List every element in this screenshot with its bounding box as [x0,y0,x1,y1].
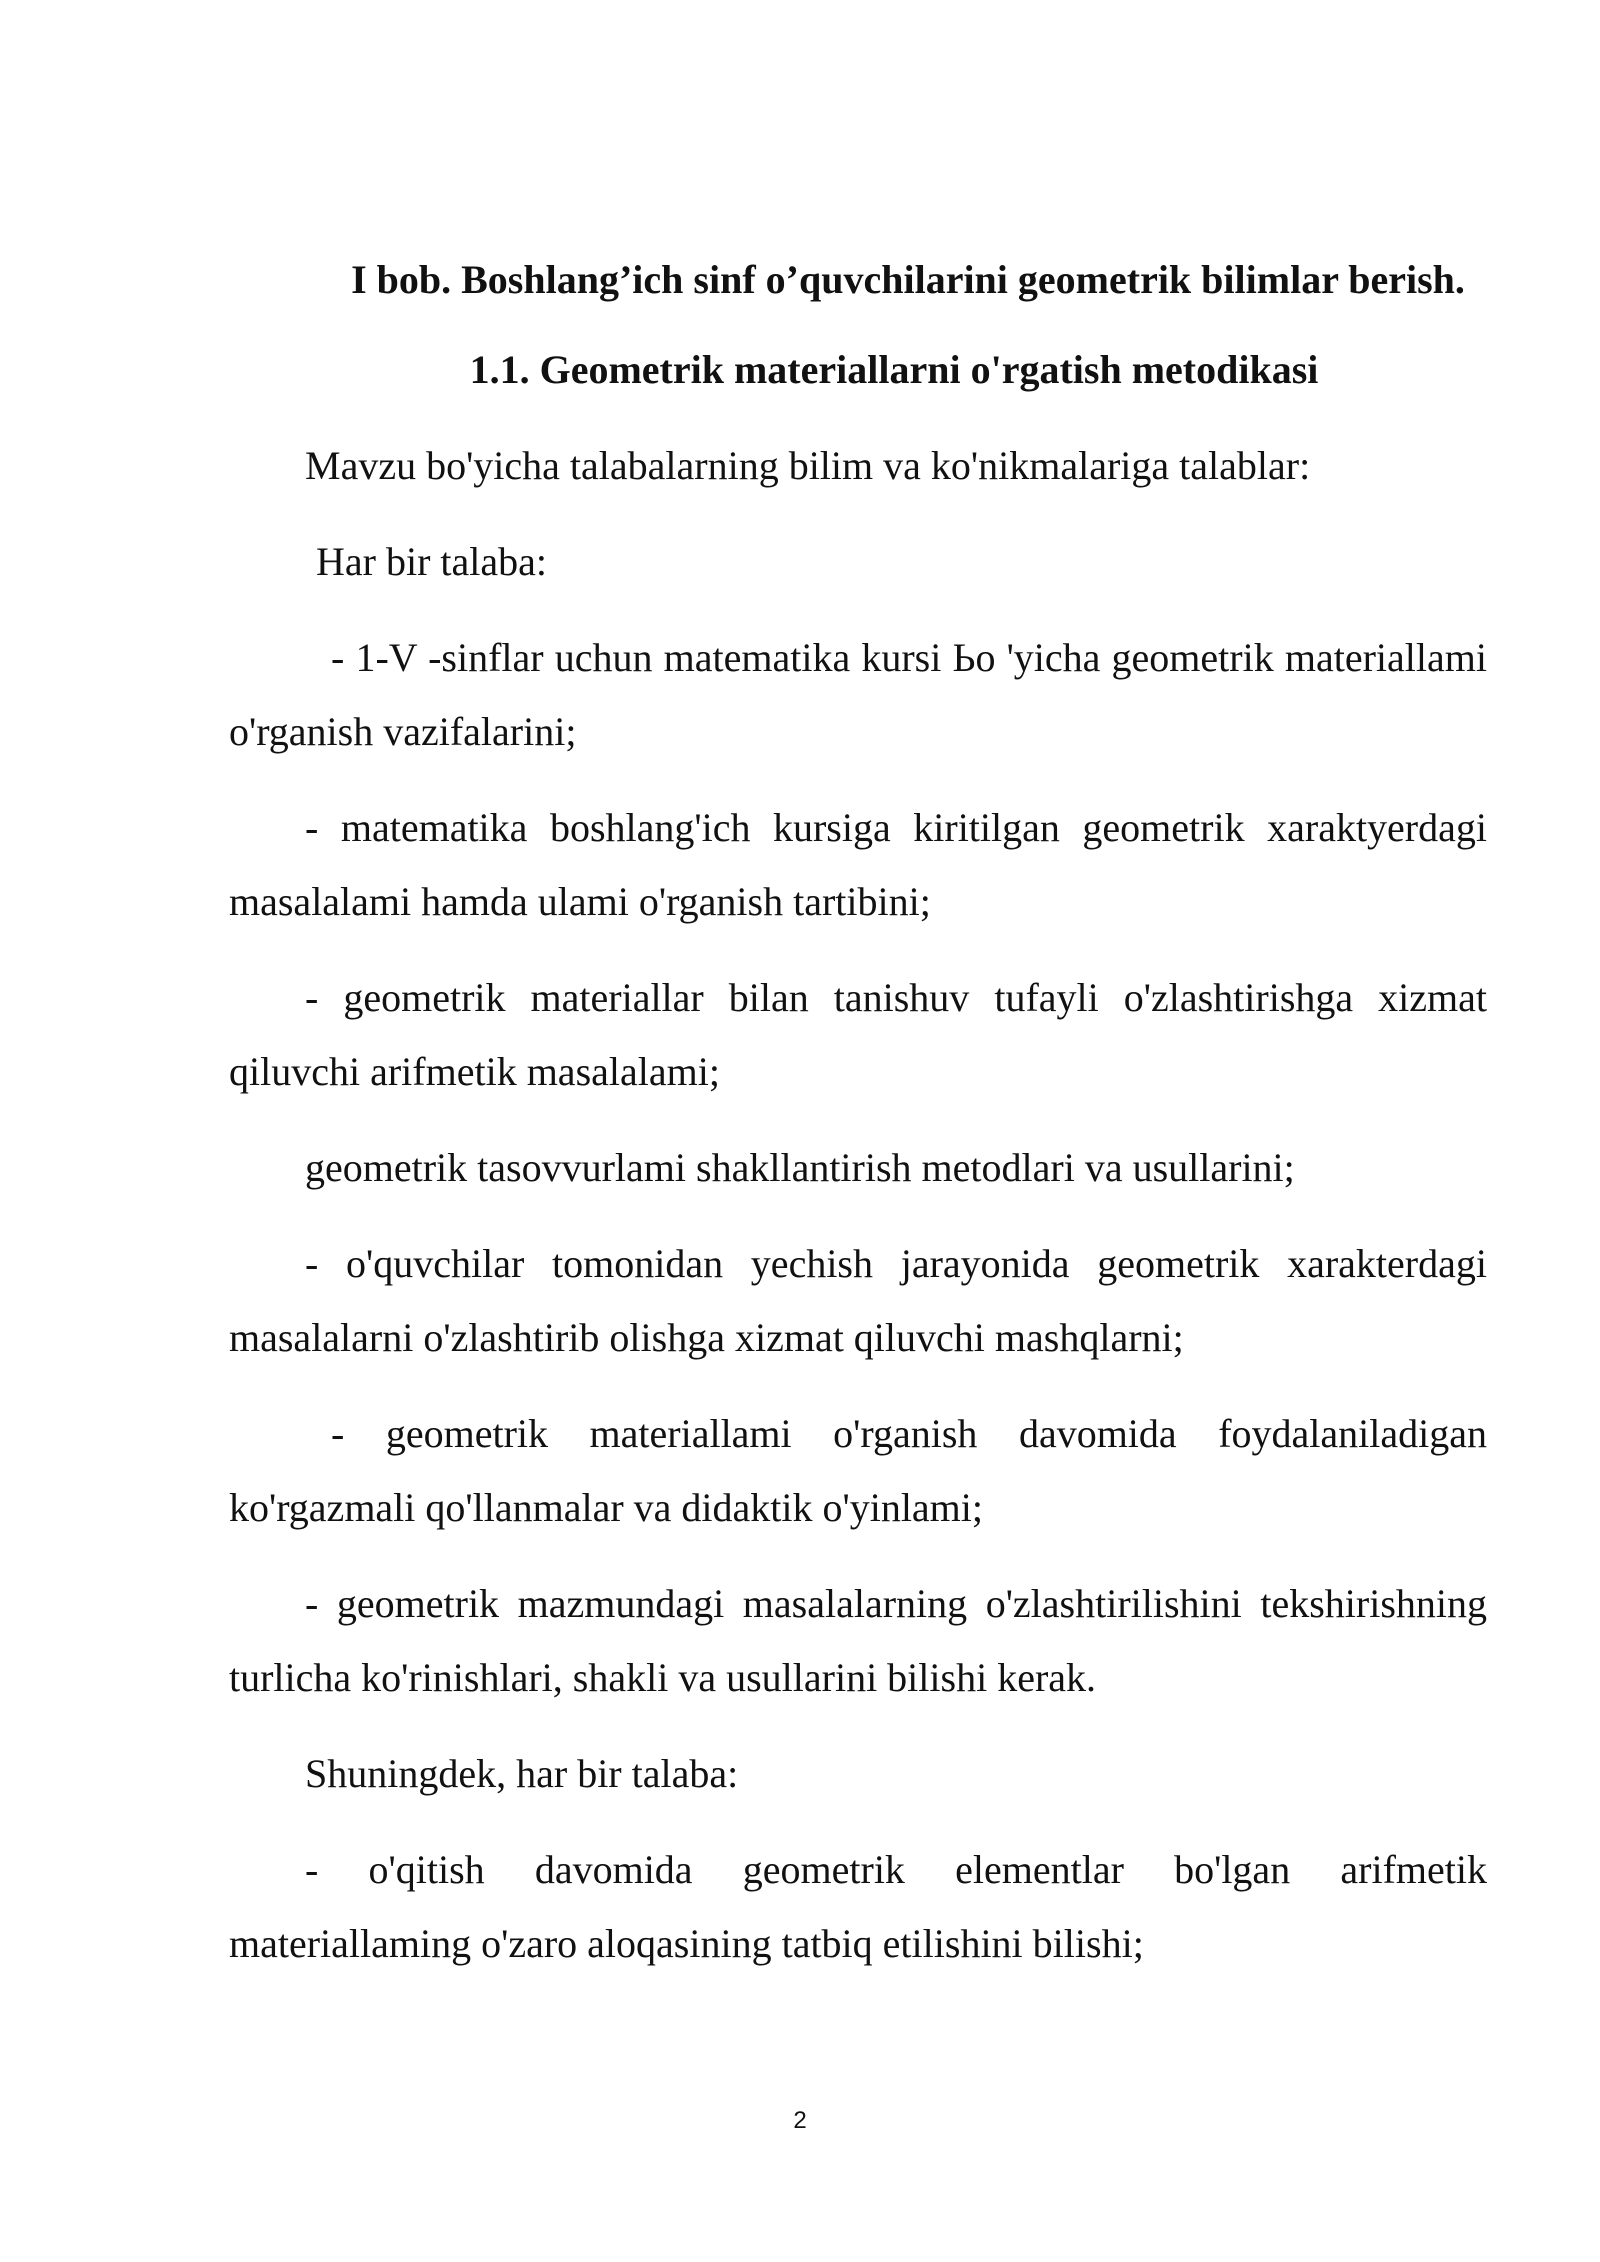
list-item: - matematika boshlang'ich kursiga kiritilgan geometrik xaraktyerdagi masalalami hamda ulami o'rganish tartibini; [229,805,1487,924]
each-student-label: Har bir talaba: [316,539,547,584]
list-item: - geometrik materiallar bilan tanishuv tufayli o'zlashtirishga xizmat qiluvchi arifmetik masalalami; [229,975,1487,1094]
list-item: - o'qitish davomida geometrik elementlar bo'lgan arifmetik materiallaming o'zaro aloqasining tatbiq etilishini bilishi; [229,1847,1487,1966]
list-item: - geometrik mazmundagi masalalarning o'zlashtirilishini tekshirishning turlicha ko'rinishlari, shakli va usullarini bilishi kerak. [229,1581,1487,1700]
page-number: 2 [793,2107,807,2134]
section-title: 1.1. Geometrik materiallarni o'rgatish metodikasi [469,347,1319,392]
list-item: - 1-V -sinflar uchun matematika kursi Ьо 'yicha geometrik materiallami o'rganish vazifalarini; [229,635,1487,754]
list-item: - geometrik materiallami o'rganish davomida foydalaniladigan ko'rgazmali qo'llanmalar va didaktik o'yinlami; [229,1411,1487,1530]
list-item: geometrik tasovvurlami shakllantirish metodlari va usullarini; [305,1145,1295,1190]
requirements-intro: Mavzu bo'yicha talabalarning bilim va ko'nikmalariga talablar: [305,443,1311,488]
page-content [229,243,1487,1981]
list-item: - o'quvchilar tomonidan yechish jarayonida geometrik xarakterdagi masalalarni o'zlashtirib olishga xizmat qiluvchi mashqlarni; [229,1241,1487,1360]
additionally-label: Shuningdek, har bir talaba: [305,1751,739,1796]
chapter-title: I bob. Boshlang’ich sinf o’quvchilarini geometrik bilimlar berish. [351,257,1465,302]
